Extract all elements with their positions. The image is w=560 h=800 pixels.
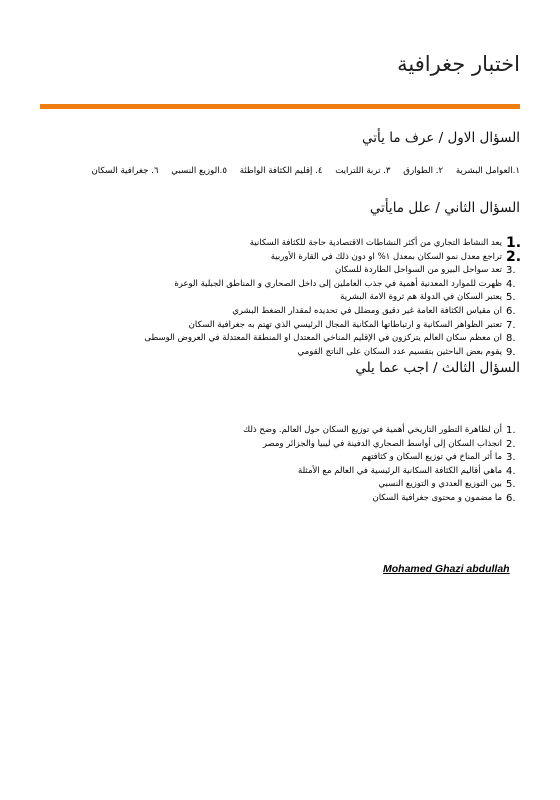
item-number: 5. xyxy=(506,292,516,304)
item-number: 1. xyxy=(506,235,522,251)
item-text: أن لظاهرة التطور التاريخي أهمية في توزيع السكان حول العالم. وضح ذلك xyxy=(243,425,502,435)
item-number: 6. xyxy=(506,492,516,504)
list-item xyxy=(243,424,520,438)
list-item xyxy=(144,264,520,278)
list-item xyxy=(144,278,520,292)
item-text: يعتبر السكان في الدولة هم ثروة الامة البشرية xyxy=(340,292,502,303)
list-item xyxy=(243,438,520,452)
item-number: 5. xyxy=(506,479,516,491)
item-number: 9. xyxy=(506,346,516,358)
list-item xyxy=(144,332,520,346)
list-item xyxy=(144,319,520,333)
item-number: 2. xyxy=(506,438,516,450)
list-item xyxy=(243,451,520,465)
item-text: انجذاب السكان إلى أواسط الصحاري الدفينة في ليبيا والجزائر ومصر xyxy=(262,438,502,449)
item-number: 7. xyxy=(506,319,516,331)
list-item xyxy=(144,291,520,305)
title-divider xyxy=(40,104,520,109)
question-2-list xyxy=(144,237,520,359)
question-2-heading: السؤال الثاني / علل مايأتي xyxy=(369,200,520,216)
item-text: تراجع معدل نمو السكان بمعدل ١% او دون ذلك في القارة الأوربية xyxy=(270,251,502,262)
question-3-heading: السؤال الثالث / اجب عما يلي xyxy=(355,360,520,376)
list-item xyxy=(243,492,520,506)
list-item xyxy=(243,478,520,492)
item-text: ان مقياس الكثافة العامة غير دقيق ومضلل في تحديده لمقدار الضغط البشري xyxy=(232,305,502,316)
item-text: ظهرت للموارد المعدنية أهمية في جذب العاملين إلى داخل الصحاري و المناطق الجبلية الوعرة xyxy=(174,278,502,289)
item-text: تعد سواحل البيرو من السواحل الطاردة للسكان xyxy=(335,265,502,276)
item-number: 8. xyxy=(506,333,516,345)
item-number: 3. xyxy=(506,452,516,464)
item-text: يعد النشاط التجاري من أكثر النشاطات الاقتصادية حاجة للكثافة السكانية xyxy=(249,238,502,248)
list-item xyxy=(144,237,520,251)
item-number: 4. xyxy=(506,465,516,477)
item-number: 2. xyxy=(506,248,522,265)
item-text: بين التوزيع العددي و التوزيع النسبي xyxy=(378,479,502,490)
item-text: يقوم بعض الباحثين بتقسيم عدد السكان على الناتج القومي xyxy=(297,346,502,357)
item-text: ان معظم سكان العالم يتركزون في الإقليم المناخي المعتدل او المنطقة المعتدلة في العروض الوسطى xyxy=(144,333,502,344)
term-item: ٦. جغرافية السكان xyxy=(91,166,159,176)
item-number: 3. xyxy=(506,265,516,277)
list-item xyxy=(144,248,522,265)
item-text: ما أثر المناخ في توزيع السكان و كثافتهم xyxy=(361,452,502,463)
page-title: اختبار جغرافية xyxy=(397,52,520,76)
term-item: ٣. تربة اللترايت xyxy=(335,166,391,176)
term-item: ٤. إقليم الكثافة الواطئة xyxy=(239,166,323,176)
list-item xyxy=(144,305,520,319)
term-item: ٥.الوزيع النسبي xyxy=(171,166,227,176)
list-item xyxy=(243,465,520,479)
item-text: ماهي أقاليم الكثافة السكانية الرئيسية في العالم مع الأمثلة xyxy=(298,465,502,476)
item-number: 6. xyxy=(506,305,516,317)
item-text: تعتبر الظواهر السكانية و ارتباطاتها المكانية المجال الرئيسي الذي تهتم به جغرافية السكان xyxy=(188,319,502,330)
author-name: Mohamed Ghazi abdullah xyxy=(383,563,510,575)
term-item: ٢. الطوارق xyxy=(403,166,444,176)
question-1-heading: السؤال الاول / عرف ما يأتي xyxy=(362,130,520,146)
item-text: ما مضمون و محتوى جغرافية السكان xyxy=(372,492,502,503)
question-3-list xyxy=(243,424,520,506)
list-item xyxy=(144,346,520,360)
question-1-terms xyxy=(40,166,520,176)
term-item: ١.العوامل البشرية xyxy=(455,166,520,176)
item-number: 4. xyxy=(506,278,516,290)
item-number: 1. xyxy=(506,425,516,436)
